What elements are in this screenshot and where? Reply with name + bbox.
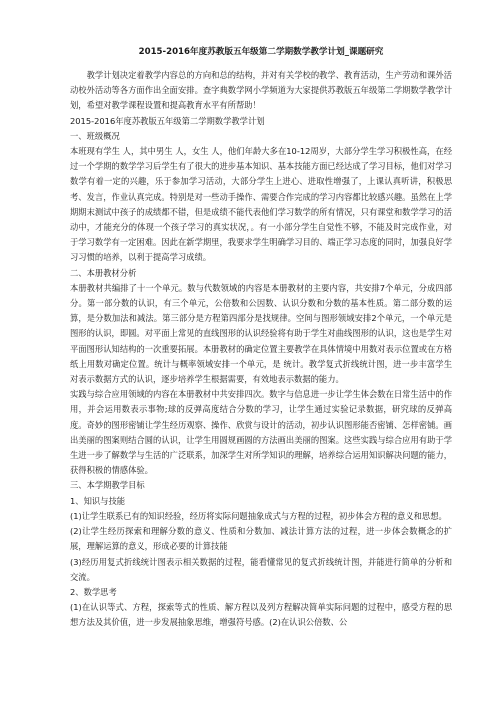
section-heading-teaching-goals: 三、本学期教学目标 — [70, 480, 145, 491]
intro-paragraph: 教学计划决定着教学内容总的方向和总的结构，并对有关学校的教学、教育活动，生产劳动和课外活动校外活动等各方面作出全面安排。查字典数学网小学频道为大家提供苏教版五年级第二学期数学教学计划，希望对教学课程设置和提高教育水平有所帮助！ — [70, 70, 452, 111]
class-overview-paragraph: 本班现有学生 人，其中男生 人，女生 人，他们年龄大多在10-12周岁，大部分学生学习积极性高，在经过一个学期的数学学习后学生有了很大的进步基本知识、基本技能方面已经达成了学习目标，他们对学习数学有着一定的兴趣，乐于参加学习活动，大部分学生上进心、进取性增强了，上课认真听讲，积极思考、发言，作业认真完成。特别是对一些动手操作、需要合作完成的学习内容都比较感兴趣。虽然在上学期期末测试中孩子的成绩都不错，但是成绩不能代表他们学习数学的所有情况，只有课堂和数学学习的活动中，才能充分的体现一个孩子学习的真实状况，。有一小部分学生自觉性不够，不能及时完成作业，对于学习数学有一定困难。因此在新学期里，我要求学生明确学习目的、端正学习态度的同时，加强良好学习习惯的培养，以利于提高学习成绩。 — [70, 146, 452, 263]
section-heading-textbook-analysis: 二、本册教材分析 — [70, 267, 137, 278]
subheading-knowledge-skills: 1、知识与技能 — [70, 495, 126, 506]
section-heading-class-overview: 一、班级概况 — [70, 130, 120, 141]
goal-item: (3)经历用复式折线统计图表示相关数据的过程，能看懂常见的复式折线统计图，并能进行简单的分析和交流。 — [70, 556, 452, 582]
practice-application-paragraph: 实践与综合应用领域的内容在本册教材中共安排四次。数字与信息进一步让学生体会数在日常生活中的作用，并会运用数表示事物;球的反弹高度结合分数的学习，让学生通过实验记录数据，研究球的反弹高度。奇妙的图形密铺让学生经历观察、操作、欣赏与设计的活动，初步认识图形能否密铺、怎样密铺。画出美丽的图案则结合圆的认识，让学生用圆规画圆的方法画出美丽的图案。这些实践与综合应用有助于学生进一步了解数学与生活的广泛联系，加深学生对所学知识的理解，培养综合运用知识解决问题的能力，获得积极的情感体验。 — [70, 389, 452, 476]
subheading-math-thinking: 2、数学思考 — [70, 586, 117, 597]
goal-item: (1)在认识等式、方程，探索等式的性质、解方程以及列方程解决简单实际问题的过程中，感受方程的思想方法及其价值，进一步发展抽象思维，增强符号感。(2)在认识公倍数、公 — [70, 602, 452, 628]
goal-item: (2)让学生经历探索和理解分数的意义、性质和分数加、减法计算方法的过程，进一步体会数概念的扩展，理解运算的意义，形成必要的计算技能 — [70, 526, 452, 552]
textbook-analysis-paragraph: 本册教材共编排了十一个单元。数与代数领域的内容是本册教材的主要内容，共安排7个单元，分成四部分。第一部分数的认识，有三个单元，公倍数和公因数、认识分数和分数的基本性质。第二部分数的运算，是分数加法和减法。第三部分是方程第四部分是找规律。空间与图形领域安排2个单元，一个单元是图形的认识，即圆。对平面上常见的直线图形的认识经验将有助于学生对曲线图形的认识，这也是学生对平面图形认知结构的一次重要拓展。本册教材的确定位置主要教学在具体情境中用数对表示位置或在方格纸上用数对确定位置。统计与概率领域安排一个单元，是 统计。教学复式折线统计图，进一步丰富学生对表示数据方式的认识，逐步培养学生根据需要，有效地表示数据的能力。 — [70, 282, 452, 385]
goal-item: (1)让学生联系已有的知识经验，经历将实际问题抽象成式与方程的过程，初步体会方程的意义和思想。 — [70, 510, 447, 521]
document-title: 2015-2016年度苏教版五年级第二学期数学教学计划_课题研究 — [138, 47, 384, 57]
subtitle: 2015-2016年度苏教版五年级第二学期数学教学计划 — [70, 115, 265, 126]
